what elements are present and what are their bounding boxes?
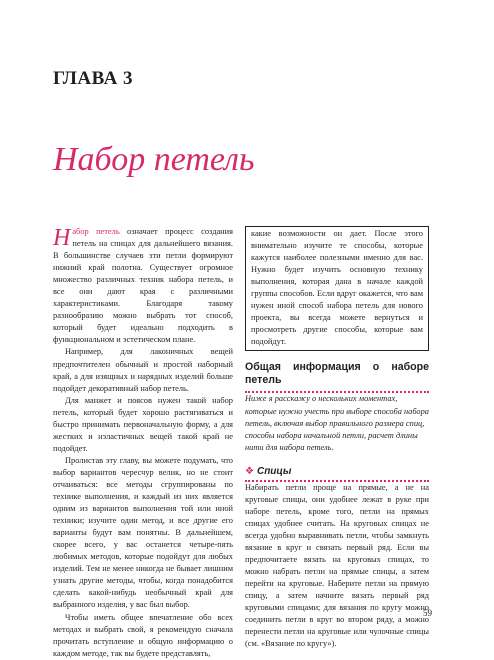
boxed-continuation: какие возможности он дает. После этого внимательно изучите те способы, которые кажутся наиболее полезными именно для вас. Нужно будет изучить основную технику выполнения, которая дана в начале каждой группы способов. Если вдруг окажется, что вам нужен иной способ набора петель для нового проекта, вы всегда можете вернуться и просмотреть другие способы, которые вам подойдут. <box>245 226 429 351</box>
paragraph-4: Пролистав эту главу, вы можете подумать, что выбор вариантов чересчур велик, но не стоит отчаиваться: все методы сгруппированы по технике выполнения, и каждый из них является одним из вариантов выполнения той или иной техники; изучите один метод, и все другие его варианты будут вам понятны. В дальнейшем, скорее всего, у вас останется четыре-пять любимых методов, которые подойдут для любых изделий. Тем не менее никогда не бывает лишним узнать другие методы, чтобы, когда понадобится сделать какой-нибудь необычный край для выбранного изделия, у вас был выбор. <box>53 455 233 610</box>
chapter-label: ГЛАВА 3 <box>53 68 134 89</box>
paragraph-2: Например, для лаконичных вещей предпочтителен обычный и простой наборный край, а для изящных и нарядных изделий больше подойдет декоративный набор петель. <box>53 347 233 393</box>
section-intro: Ниже я расскажу о нескольких моментах, которые нужно учесть при выборе способа набора петель, включая выбор правильного размера спиц, способы набора начальной петли, расчет длины нити для набора петель. <box>245 394 429 452</box>
subheading-text: Спицы <box>256 465 292 477</box>
paragraph-1-text: означает процесс создания петель на спицах для дальнейшего вязания. В большинстве случаев эти петли формируют нижний край полотна. Существует огромное множество различных техник набора петель, и все они дают края с различными характеристиками. Благодаря такому разнообразию можно выбрать тот способ, который будет идеально подходить в функциональном и эстетическом плане. <box>53 227 233 345</box>
needles-paragraph: Набирать петли проще на прямые, а не на круговые спицы, они удобнее лежат в руке при наборе петель, кроме того, петли на прямых спицах удобнее считать. На круговых спицах не всегда удобно выравнивать петли, чтобы замкнуть вязание в круг и связать первый ряд. Если вы предпочитаете вязать на круговых спицах, то можно набрать петли на прямые спицы, а затем перейти на круговые. Наберите петли на прямую спицу, а затем начните вязать первый ряд круговыми спицами; для вязания по кругу можно соединить петли в круг во втором ряду, а можно перенести петли на круговые или чулочные спицы (см. «Вязание по кругу»). <box>245 482 429 649</box>
subheading-needles <box>245 466 429 482</box>
right-column <box>245 226 429 650</box>
lead-words: абор петель <box>72 227 120 236</box>
paragraph-5: Чтобы иметь общее впечатление обо всех методах и выбрать свой, я рекомендую сначала прочитать вступление и общую информацию о каждом методе, так вы будете представлять, <box>53 612 233 658</box>
page-number: 59 <box>423 608 432 618</box>
drop-cap: Н <box>53 225 71 251</box>
section-heading: Общая информация о наборе петель <box>245 361 429 393</box>
left-column <box>53 226 233 660</box>
chapter-title: Набор петель <box>53 141 255 178</box>
paragraph-3: Для манжет и поясов нужен такой набор петель, который будет хорошо растягиваться и быстро принимать первоначальную форму, а для жестких и нэластичных вещей такой край не подойдет. <box>53 395 233 453</box>
diamond-bullet-icon: ❖ <box>245 465 254 477</box>
intro-paragraph <box>53 226 233 346</box>
